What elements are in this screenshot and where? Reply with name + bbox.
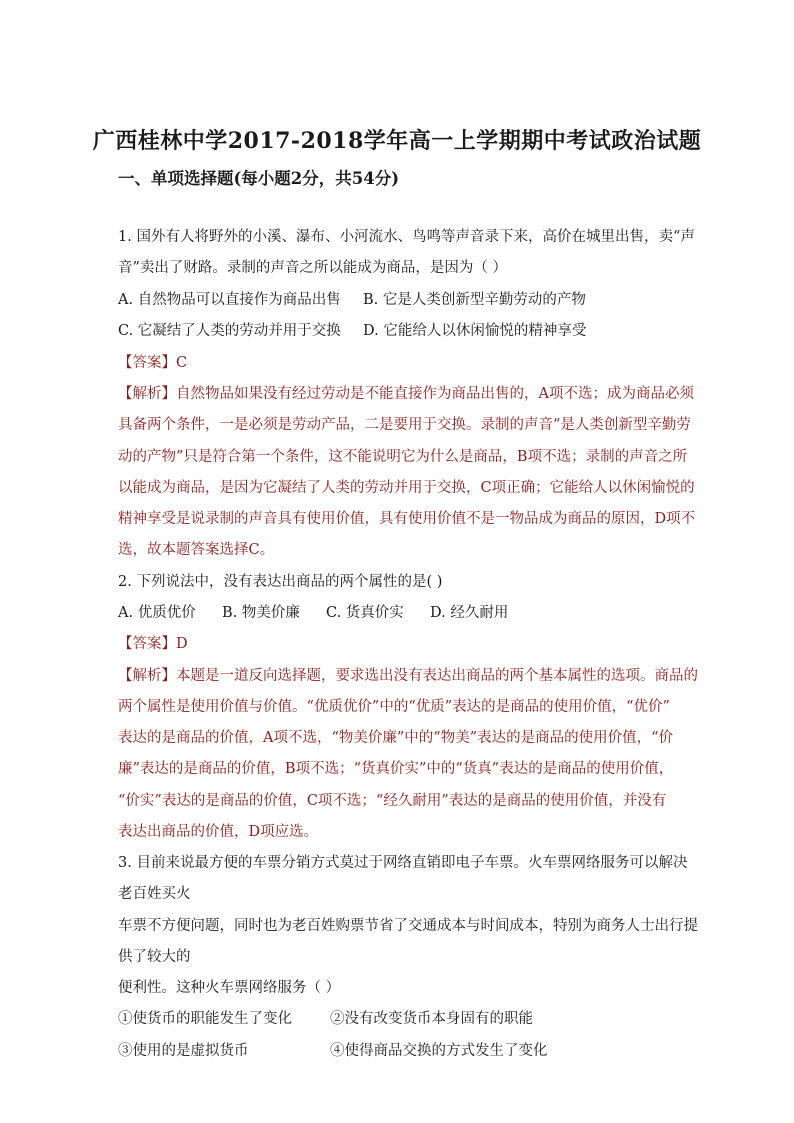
q3-stem-line: 便利性。这种火车票网络服务（ ） — [118, 980, 341, 996]
q2-explanation-line: 表达出商品的价值，D项应选。 — [118, 824, 319, 840]
q1-options-row — [118, 319, 586, 340]
q2-option-d: D. 经久耐用 — [430, 605, 509, 621]
q3-stem-line: 车票不方便问题，同时也为老百姓购票节省了交通成本与时间成本，特别为商务人士出行提 — [118, 918, 698, 934]
q3-stem-line: 3. 目前来说最方便的车票分销方式莫过于网络直销即电子车票。火车票网络服务可以解决 — [118, 855, 688, 871]
q3-stem-line: 供了较大的 — [118, 949, 191, 965]
q2-explanation-line: “价实”表达的是商品的价值，C项不选；“经久耐用”表达的是商品的使用价值，并没有 — [118, 793, 667, 809]
q2-explanation-line: 【解析】本题是一道反向选择题，要求选出没有表达出商品的两个基本属性的选项。商品的 — [118, 668, 698, 684]
q1-answer: 【答案】C — [118, 355, 188, 371]
q1-options-row — [118, 288, 586, 309]
q1-explanation-line: 【解析】自然物品如果没有经过劳动是不能直接作为商品出售的，A项不选；成为商品必须 — [118, 386, 694, 402]
q1-explanation-line: 选，故本题答案选择C。 — [118, 542, 275, 558]
q3-option-2: ②没有改变货币本身固有的职能 — [330, 1011, 533, 1027]
q1-option-a: A. 自然物品可以直接作为商品出售 — [118, 292, 341, 308]
q2-explanation-line: 两个属性是使用价值与价值。“优质优价”中的“优质”表达的是商品的使用价值，“优价” — [118, 699, 670, 715]
q2-options-row — [118, 601, 508, 622]
q1-stem-line: 1. 国外有人将野外的小溪、瀑布、小河流水、鸟鸣等声音录下来，高价在城里出售，卖“声 — [118, 229, 695, 245]
q2-stem: 2. 下列说法中，没有表达出商品的两个属性的是( ) — [118, 574, 443, 590]
q2-option-a: A. 优质优价 — [118, 605, 196, 621]
q3-option-1: ①使货币的职能发生了变化 — [118, 1011, 292, 1027]
q2-explanation-line: 表达的是商品的价值，A项不选，“物美价廉”中的“物美”表达的是商品的使用价值，“价 — [118, 730, 674, 746]
q3-stem-line: 老百姓买火 — [118, 886, 191, 902]
q3-options-row — [118, 1007, 533, 1028]
q2-answer: 【答案】D — [118, 636, 188, 652]
q3-option-4: ④使得商品交换的方式发生了变化 — [330, 1043, 548, 1059]
q2-explanation-line: 廉”表达的是商品的价值，B项不选；“货真价实”中的“货真”表达的是商品的使用价值， — [118, 761, 674, 777]
q3-options-row — [118, 1039, 548, 1060]
q2-option-b: B. 物美价廉 — [222, 605, 300, 621]
page-title: 广西桂林中学2017-2018学年高一上学期期中考试政治试题 — [92, 128, 702, 154]
q1-explanation-line: 精神享受是说录制的声音具有使用价值，具有使用价值不是一物品成为商品的原因，D项不 — [118, 511, 696, 527]
q1-option-b: B. 它是人类创新型辛勤劳动的产物 — [363, 292, 586, 308]
q2-option-c: C. 货真价实 — [326, 605, 404, 621]
section-heading: 一、单项选择题(每小题2分，共54分) — [118, 169, 400, 188]
q1-option-d: D. 它能给人以休闲愉悦的精神享受 — [363, 323, 587, 339]
q1-stem-line: 音”卖出了财路。录制的声音之所以能成为商品，是因为（ ） — [118, 260, 508, 276]
q1-explanation-line: 以能成为商品，是因为它凝结了人类的劳动并用于交换，C项正确；它能给人以休闲愉悦的 — [118, 480, 695, 496]
q1-explanation-line: 具备两个条件，一是必须是劳动产品，二是要用于交换。录制的声音“是人类创新型辛勤劳 — [118, 417, 691, 433]
q1-option-c: C. 它凝结了人类的劳动并用于交换 — [118, 323, 341, 339]
q1-explanation-line: 动的产物”只是符合第一个条件，这不能说明它为什么是商品，B项不选；录制的声音之所 — [118, 449, 688, 465]
q3-option-3: ③使用的是虚拟货币 — [118, 1043, 249, 1059]
